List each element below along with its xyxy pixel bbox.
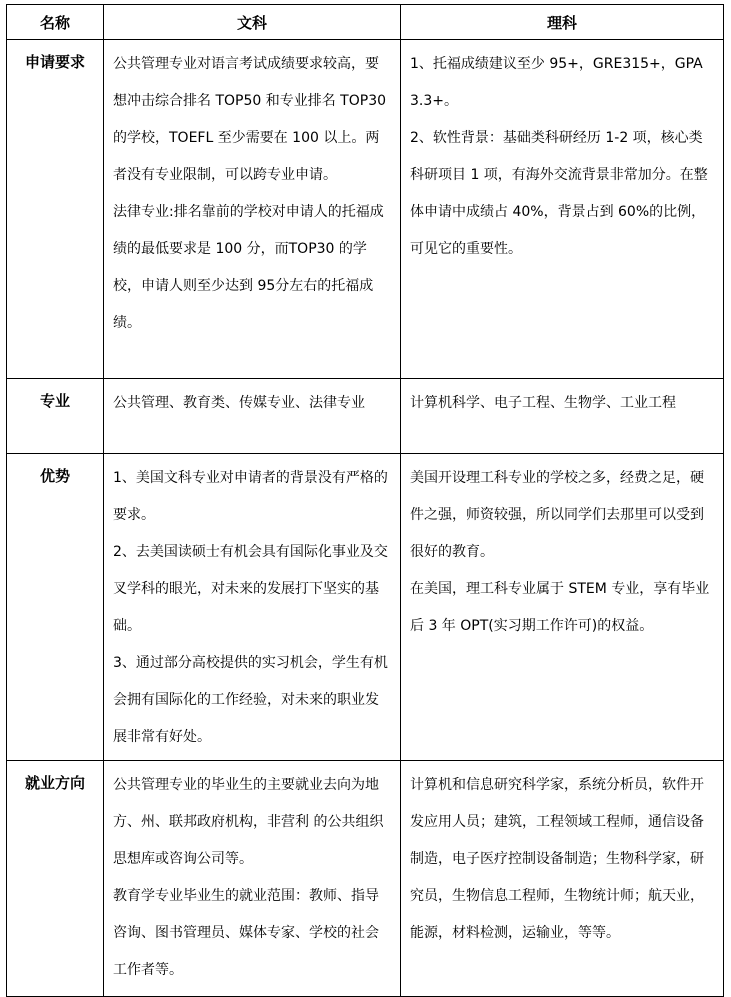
cell-paragraph: 法律专业:排名靠前的学校对申请人的托福成绩的最低要求是 100 分，而TOP30 的学校，申请人则至少达到 95分左右的托福成绩。: [113, 204, 384, 331]
science-cell: [401, 454, 724, 761]
row-career-direction: [7, 761, 724, 997]
cell-paragraph: 美国开设理工科专业的学校之多，经费之足，硬件之强，师资较强，所以同学们去那里可以受到很好的教育。: [410, 470, 704, 560]
science-cell: [401, 40, 724, 379]
science-cell: [401, 379, 724, 454]
row-advantages: [7, 454, 724, 761]
cell-paragraph: 计算机和信息研究科学家，系统分析员，软件开发应用人员；建筑，工程领域工程师，通信设备制造，电子医疗控制设备制造；生物科学家，研究员，生物信息工程师，生物统计师；航天业，能源，材料检测，运输业，等等。: [410, 777, 704, 941]
header-name: 名称: [7, 5, 104, 40]
arts-cell: [104, 40, 401, 379]
cell-paragraph: 3、通过部分高校提供的实习机会，学生有机会拥有国际化的工作经验，对未来的职业发展非常有好处。: [113, 655, 388, 745]
cell-paragraph: 公共管理、教育类、传媒专业、法律专业: [113, 395, 365, 411]
arts-cell: [104, 761, 401, 997]
row-majors: [7, 379, 724, 454]
cell-paragraph: 2、去美国读硕士有机会具有国际化事业及交叉学科的眼光，对未来的发展打下坚实的基础。: [113, 544, 388, 634]
arts-cell: [104, 454, 401, 761]
header-science: 理科: [401, 5, 724, 40]
row-label: 申请要求: [7, 40, 104, 379]
row-label: 专业: [7, 379, 104, 454]
cell-paragraph: 公共管理专业对语言考试成绩要求较高，要想冲击综合排名 TOP50 和专业排名 TOP30 的学校，TOEFL 至少需要在 100 以上。两者没有专业限制，可以跨专业申请。: [113, 56, 387, 183]
comparison-table: [6, 4, 724, 997]
arts-cell: [104, 379, 401, 454]
cell-paragraph: 1、托福成绩建议至少 95+，GRE315+，GPA 3.3+。: [410, 56, 703, 109]
cell-paragraph: 计算机科学、电子工程、生物学、工业工程: [410, 395, 676, 411]
row-label: 就业方向: [7, 761, 104, 997]
cell-paragraph: 公共管理专业的毕业生的主要就业去向为地方、州、联邦政府机构，非营利 的公共组织 思想库或咨询公司等。: [113, 777, 384, 867]
cell-paragraph: 1、美国文科专业对申请者的背景没有严格的要求。: [113, 470, 388, 523]
header-row: [7, 5, 724, 40]
cell-paragraph: 教育学专业毕业生的就业范围：教师、指导咨询、图书管理员、媒体专家、学校的社会工作者等。: [113, 888, 379, 978]
science-cell: [401, 761, 724, 997]
header-arts: 文科: [104, 5, 401, 40]
cell-paragraph: 在美国，理工科专业属于 STEM 专业，享有毕业后 3 年 OPT(实习期工作许可)的权益。: [410, 581, 710, 634]
cell-paragraph: 2、软性背景：基础类科研经历 1-2 项，核心类科研项目 1 项，有海外交流背景非常加分。在整体申请中成绩占 40%，背景占到 60%的比例，可见它的重要性。: [410, 130, 708, 257]
row-label: 优势: [7, 454, 104, 761]
row-application-requirements: [7, 40, 724, 379]
